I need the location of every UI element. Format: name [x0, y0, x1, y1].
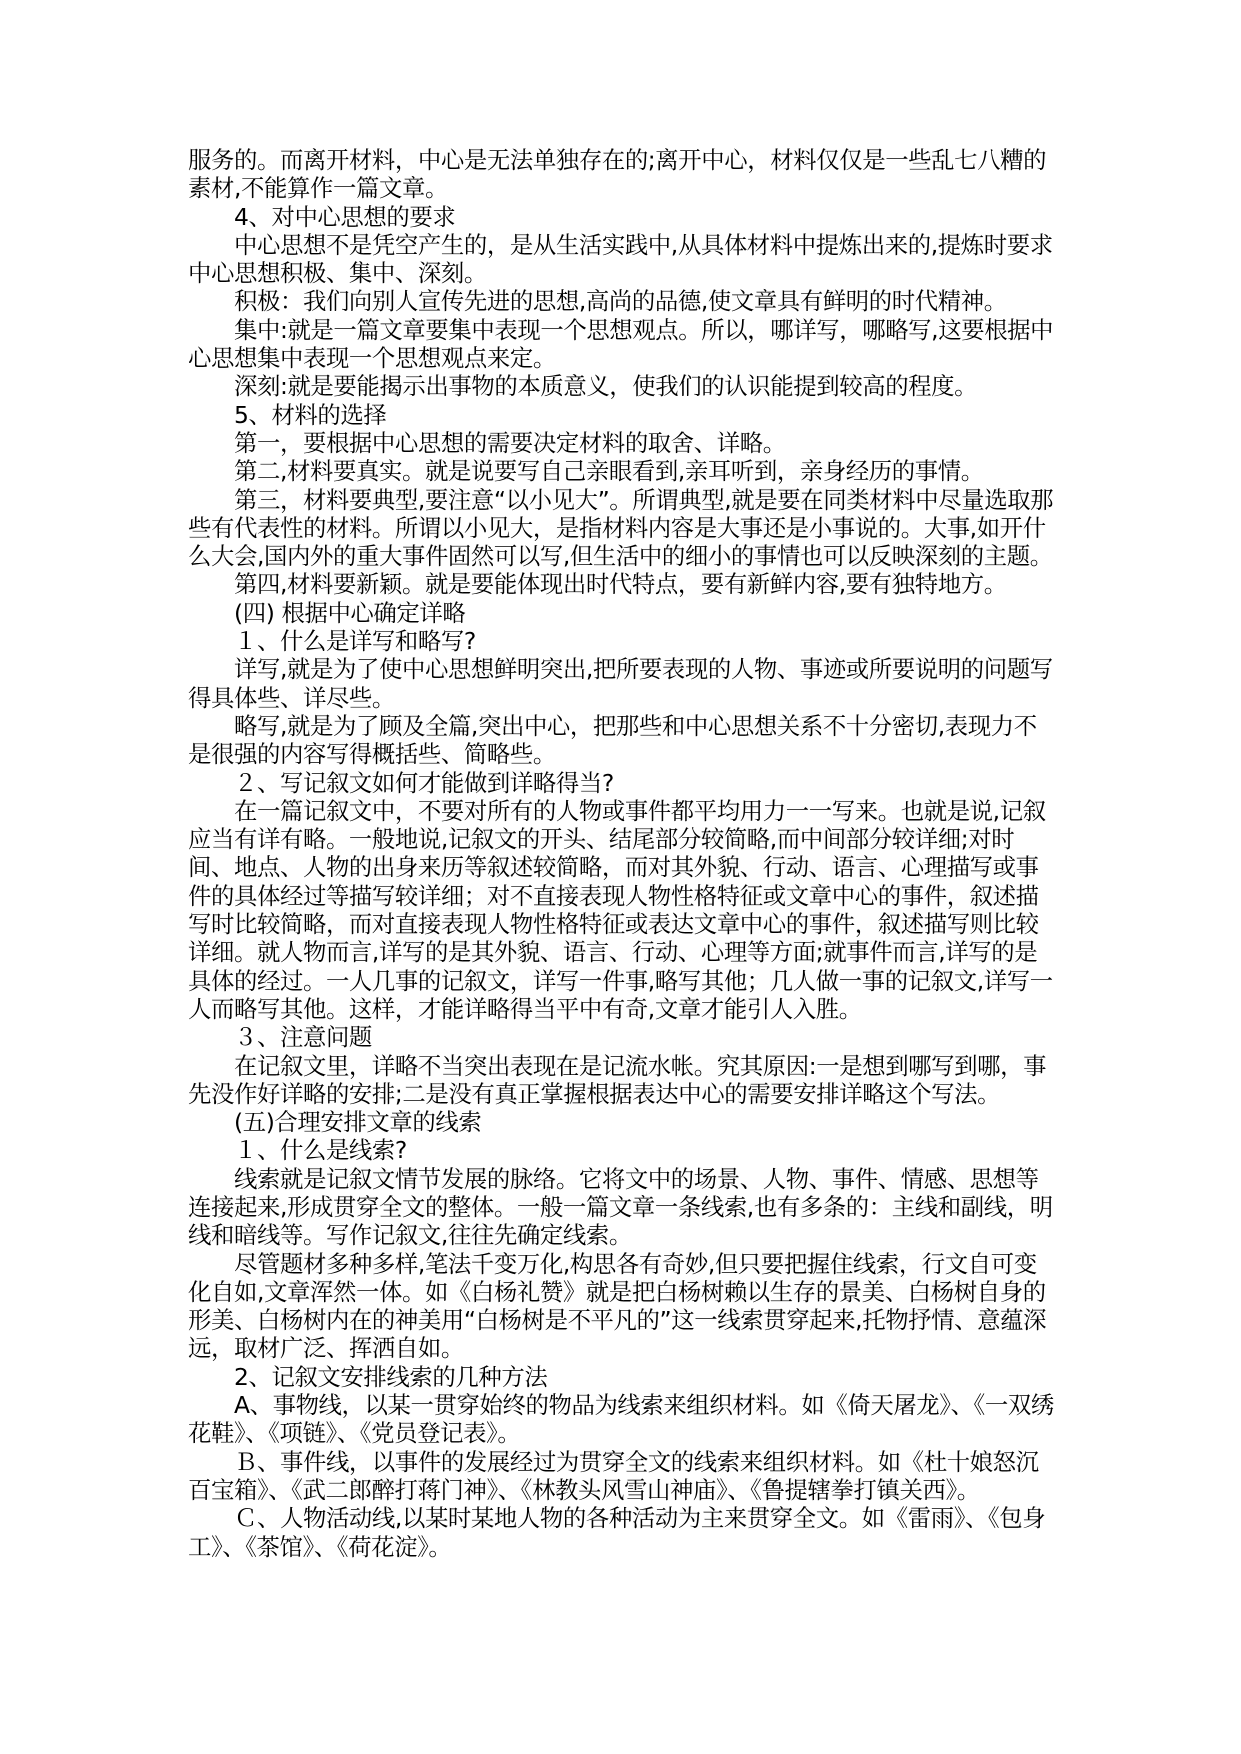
- paragraph: 线索就是记叙文情节发展的脉络。它将文中的场景、人物、事件、情感、思想等连接起来,形成贯穿全文的整体。一般一篇文章一条线索,也有多条的：主线和副线，明线和暗线等。写作记叙文,往往先确定线索。: [188, 1164, 1053, 1250]
- subsection-heading: ３、注意问题: [188, 1023, 372, 1052]
- paragraph: 略写,就是为了顾及全篇,突出中心，把那些和中心思想关系不十分密切,表现力不是很强的内容写得概括些、简略些。: [188, 711, 1037, 769]
- paragraph: 尽管题材多种多样,笔法千变万化,构思各有奇妙,但只要把握住线索，行文自可变化自如,文章浑然一体。如《白杨礼赞》就是把白杨树赖以生存的景美、白杨树自身的形美、白杨树内在的神美用“白杨树是不平凡的”这一线索贯穿起来,托物抒情、意蕴深远，取材广泛、挥洒自如。: [188, 1249, 1047, 1363]
- paragraph: 第三，材料要典型,要注意“以小见大”。所谓典型,就是要在同类材料中尽量选取那些有代表性的材料。所谓以小见大，是指材料内容是大事还是小事说的。大事,如开什么大会,国内外的重大事件固然可以写,但生活中的细小的事情也可以反映深刻的主题。: [188, 485, 1054, 571]
- paragraph: 在记叙文里，详略不当突出表现在是记流水帐。究其原因:一是想到哪写到哪，事先没作好详略的安排;二是没有真正掌握根据表达中心的需要安排详略这个写法。: [188, 1051, 1047, 1108]
- paragraph: 第一，要根据中心思想的需要决定材料的取舍、详略。: [188, 428, 786, 457]
- section-heading: 4、对中心思想的要求: [188, 202, 456, 231]
- subsection-heading: １、什么是线索?: [188, 1136, 407, 1165]
- section-heading: 5、材料的选择: [188, 400, 387, 429]
- paragraph: 在一篇记叙文中，不要对所有的人物或事件都平均用力一一写来。也就是说,记叙应当有详有略。一般地说,记叙文的开头、结尾部分较简略,而中间部分较详细;对时间、地点、人物的出身来历等叙述较简略，而对其外貌、行动、语言、心理描写或事件的具体经过等描写较详细；对不直接表现人物性格特征或文章中心的事件，叙述描写时比较简略，而对直接表现人物性格特征或表达文章中心的事件，叙述描写则比较详细。就人物而言,详写的是其外貌、语言、行动、心理等方面;就事件而言,详写的是具体的经过。一人几事的记叙文，详写一件事,略写其他；几人做一事的记叙文,详写一人而略写其他。这样，才能详略得当平中有奇,文章才能引人入胜。: [188, 796, 1053, 1023]
- paragraph: 深刻:就是要能揭示出事物的本质意义，使我们的认识能提到较高的程度。: [188, 372, 978, 401]
- section-heading: (四) 根据中心确定详略: [188, 598, 466, 627]
- paragraph: 中心思想不是凭空产生的，是从生活实践中,从具体材料中提炼出来的,提炼时要求中心思想积极、集中、深刻。: [188, 230, 1053, 288]
- document-body: [188, 146, 1056, 1561]
- subsection-heading: ２、写记叙文如何才能做到详略得当?: [188, 768, 614, 797]
- paragraph: 第四,材料要新颖。就是要能体现出时代特点，要有新鲜内容,要有独特地方。: [188, 570, 1007, 599]
- paragraph: 集中:就是一篇文章要集中表现一个思想观点。所以，哪详写，哪略写,这要根据中心思想集中表现一个思想观点来定。: [188, 315, 1054, 373]
- paragraph: 积极：我们向别人宣传先进的思想,高尚的品德,使文章具有鲜明的时代精神。: [188, 287, 1007, 316]
- paragraph: Ｃ、人物活动线,以某时某地人物的各种活动为主来贯穿全文。如《雷雨》、《包身工》、《茶馆》、《荷花淀》。: [188, 1504, 1046, 1561]
- paragraph: Ｂ、事件线，以事件的发展经过为贯穿全文的线索来组织材料。如《杜十娘怒沉百宝箱》、《武二郎醉打蒋门神》、《林教头风雪山神庙》、《鲁提辖拳打镇关西》。: [188, 1447, 1039, 1504]
- paragraph: 详写,就是为了使中心思想鲜明突出,把所要表现的人物、事迹或所要说明的问题写得具体些、详尽些。: [188, 655, 1053, 712]
- subsection-heading: 2、记叙文安排线索的几种方法: [188, 1362, 548, 1391]
- paragraph: A、事物线，以某一贯穿始终的物品为线索来组织材料。如《倚天屠龙》、《一双绣花鞋》、《项链》、《党员登记表》。: [188, 1391, 1054, 1448]
- paragraph: 第二,材料要真实。就是说要写自己亲眼看到,亲耳听到，亲身经历的事情。: [188, 457, 984, 486]
- paragraph: 服务的。而离开材料，中心是无法单独存在的;离开中心，材料仅仅是一些乱七八糟的素材,不能算作一篇文章。: [188, 146, 1047, 203]
- subsection-heading: １、什么是详写和略写?: [188, 627, 476, 656]
- section-heading: (五)合理安排文章的线索: [188, 1108, 482, 1137]
